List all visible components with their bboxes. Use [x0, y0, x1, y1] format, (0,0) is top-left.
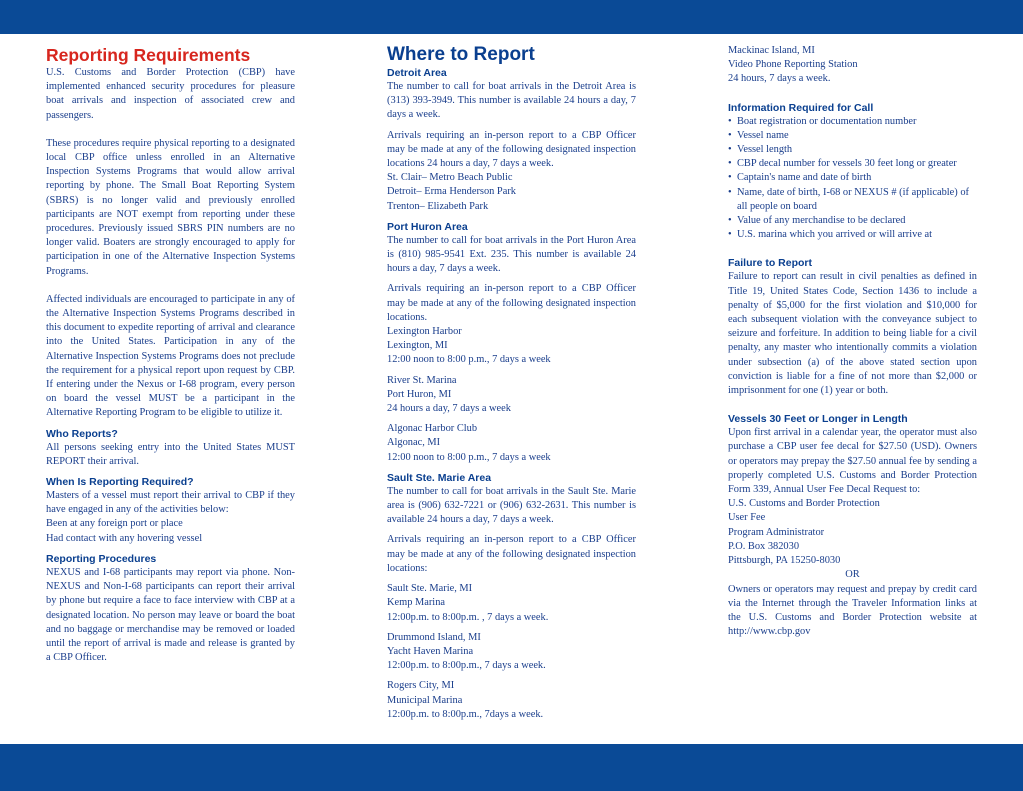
location-name: Yacht Haven Marina — [387, 645, 474, 657]
location-city: Lexington, MI — [387, 340, 448, 352]
location-hours: 12:00 noon to 8:00 p.m., 7 days a week — [387, 354, 551, 366]
location-city: Port Huron, MI — [387, 388, 452, 400]
paragraph: Failure to report can result in civil penalties as defined in Title 19, United States Code, Section 1436 to include a penalty of $5,000 for the first violation and $10,000 for each subsequent violation with the conveyance subject to seizure and forfeiture. In addition to being liable for a civil penalty, any master who intentionally commits a violation under subsection (a) of the above stated section upon conviction is liable for a fine of not more than $2,000 or imprisonment for one (1) year or both. — [728, 271, 977, 397]
port-huron-heading: Port Huron Area — [387, 220, 468, 233]
column-information-and-fees — [728, 44, 977, 639]
reporting-procedures-heading: Reporting Procedures — [46, 552, 157, 565]
location-line: St. Clair– Metro Beach Public — [387, 172, 513, 184]
location-hours: 12:00p.m. to 8:00p.m., 7days a week. — [387, 708, 544, 720]
location-line: Trenton– Elizabeth Park — [387, 200, 489, 212]
information-required-heading: Information Required for Call — [728, 101, 874, 114]
location-line: Detroit– Erma Henderson Park — [387, 186, 516, 198]
location-city: Rogers City, MI — [387, 680, 455, 692]
location-hours: 12:00p.m. to 8:00p.m., 7 days a week. — [387, 660, 546, 672]
paragraph: Affected individuals are encouraged to participate in any of the Alternative Inspection Systems Programs described in this document to expedite reporting of arrival and clearance into the United States. Participation in any of the Alternative Inspection Systems Programs does not preclude the requirement for a physical report upon request by CBP. If entering under the Nexus or I-68 program, every person on board the vessel MUST be a participant in the Alternative Reporting Program to be eligible to utilize it. — [46, 293, 295, 419]
detroit-area-heading: Detroit Area — [387, 67, 447, 79]
address-line: Program Administrator — [728, 526, 825, 538]
address-line: U.S. Customs and Border Protection — [728, 498, 880, 510]
location-name: Kemp Marina — [387, 597, 445, 609]
list-item: • U.S. marina which you arrived or will arrive at — [728, 228, 977, 242]
paragraph: Upon first arrival in a calendar year, the operator must also purchase a CBP user fee decal for $27.50 (USD). Owners or operators may prepay the $27.50 annual fee by sending a properly completed U.S. Customs and Border Protection Form 339, Annual User Fee Decal Request to: — [728, 427, 977, 496]
paragraph: These procedures require physical reporting to a designated local CBP office unless enrolled in an Alternative Inspection Systems Programs that would allow arrival reporting by phone. The Small Boat Reporting System (SBRS) is no longer valid and previously enrolled participants are NOT exempt from reporting under these procedures. Previously issued SBRS PIN numbers are no longer valid. Boaters are strongly encouraged to apply for participation in one of the Alternative Inspection Systems Programs. — [46, 137, 295, 277]
column-reporting-requirements — [46, 44, 295, 665]
list-item: • Name, date of birth, I-68 or NEXUS # (if applicable) of all people on board — [728, 186, 977, 214]
list-item: • Vessel length — [728, 143, 977, 157]
address-line: User Fee — [728, 512, 766, 524]
list-item: • Captain's name and date of birth — [728, 171, 977, 185]
who-reports-heading: Who Reports? — [46, 427, 118, 440]
paragraph: The number to call for boat arrivals in the Detroit Area is (313) 393-3949. This number is available 24 hours a day, 7 days a week. — [387, 81, 636, 121]
list-item: Been at any foreign port or place — [46, 518, 183, 530]
reporting-requirements-title: Reporting Requirements — [46, 45, 251, 65]
paragraph: The number to call for boat arrivals in the Sault Ste. Marie area is (906) 632-7221 or (906) 632-2631. This number is available 24 hours a day, 7 days a week. — [387, 485, 636, 526]
top-color-band — [0, 0, 1023, 34]
location-city: Drummond Island, MI — [387, 631, 481, 643]
where-to-report-title: Where to Report — [387, 44, 535, 65]
sault-ste-marie-heading: Sault Ste. Marie Area — [387, 471, 492, 484]
paragraph: NEXUS and I-68 participants may report via phone. Non-NEXUS and Non-I-68 participants can report their arrival by phone but require a face to face interview with CBP at a designated location. No person may leave or board the boat and no baggage or merchandise may be removed or loaded until the report of arrival is made and release is granted by a CBP Officer. — [46, 566, 295, 664]
location-name: Algonac Harbor Club — [387, 423, 478, 435]
location-hours: 12:00p.m. to 8:00p.m. , 7 days a week. — [387, 611, 549, 623]
list-item: • CBP decal number for vessels 30 feet long or greater — [728, 157, 977, 171]
location-name: Video Phone Reporting Station — [728, 59, 858, 71]
location-city: Algonac, MI — [387, 437, 441, 449]
location-hours: 24 hours a day, 7 days a week — [387, 403, 511, 415]
failure-to-report-heading: Failure to Report — [728, 257, 813, 270]
location-name: River St. Marina — [387, 374, 457, 386]
location-name: Lexington Harbor — [387, 326, 462, 338]
paragraph: All persons seeking entry into the United States MUST REPORT their arrival. — [46, 441, 295, 467]
paragraph: Arrivals requiring an in-person report to a CBP Officer may be made at any of the following designated inspection locations 24 hours a day, 7 days a week. — [387, 129, 636, 170]
list-item: Had contact with any hovering vessel — [46, 532, 203, 544]
location-city: Mackinac Island, MI — [728, 45, 815, 56]
address-line: Pittsburgh, PA 15250-8030 — [728, 555, 841, 567]
when-required-heading: When Is Reporting Required? — [46, 476, 194, 489]
location-hours: 12:00 noon to 8:00 p.m., 7 days a week — [387, 451, 551, 463]
list-item: • Vessel name — [728, 129, 977, 143]
vessels-30-feet-heading: Vessels 30 Feet or Longer in Length — [728, 413, 908, 426]
bottom-color-band — [0, 744, 1023, 791]
location-city: Sault Ste. Marie, MI — [387, 583, 473, 595]
paragraph: Arrivals requiring an in-person report to a CBP Officer may be made at any of the following designated inspection locations. — [387, 283, 636, 323]
location-name: Municipal Marina — [387, 694, 463, 706]
paragraph: Owners or operators may request and prepay by credit card via the Internet through the Traveler Information links at the U.S. Customs and Border Protection website at http://www.cbp.gov — [728, 583, 977, 638]
paragraph: Masters of a vessel must report their arrival to CBP if they have engaged in any of the activities below: — [46, 490, 295, 516]
location-hours: 24 hours, 7 days a week. — [728, 73, 831, 85]
list-item: • Boat registration or documentation number — [728, 115, 977, 129]
paragraph: Arrivals requiring an in-person report to a CBP Officer may be made at any of the following designated inspection locations: — [387, 534, 636, 574]
column-where-to-report — [387, 44, 636, 722]
paragraph: U.S. Customs and Border Protection (CBP) have implemented enhanced security procedures for pleasure boat arrivals and inspection of associated crew and passengers. — [46, 67, 295, 121]
list-item: • Value of any merchandise to be declared — [728, 214, 977, 228]
or-separator: OR — [845, 569, 860, 581]
information-required-list — [728, 115, 977, 243]
paragraph: The number to call for boat arrivals in the Port Huron Area is (810) 985-9541 Ext. 235. This number is available 24 hours a day, 7 days a week. — [387, 234, 636, 275]
address-line: P.O. Box 382030 — [728, 540, 800, 552]
